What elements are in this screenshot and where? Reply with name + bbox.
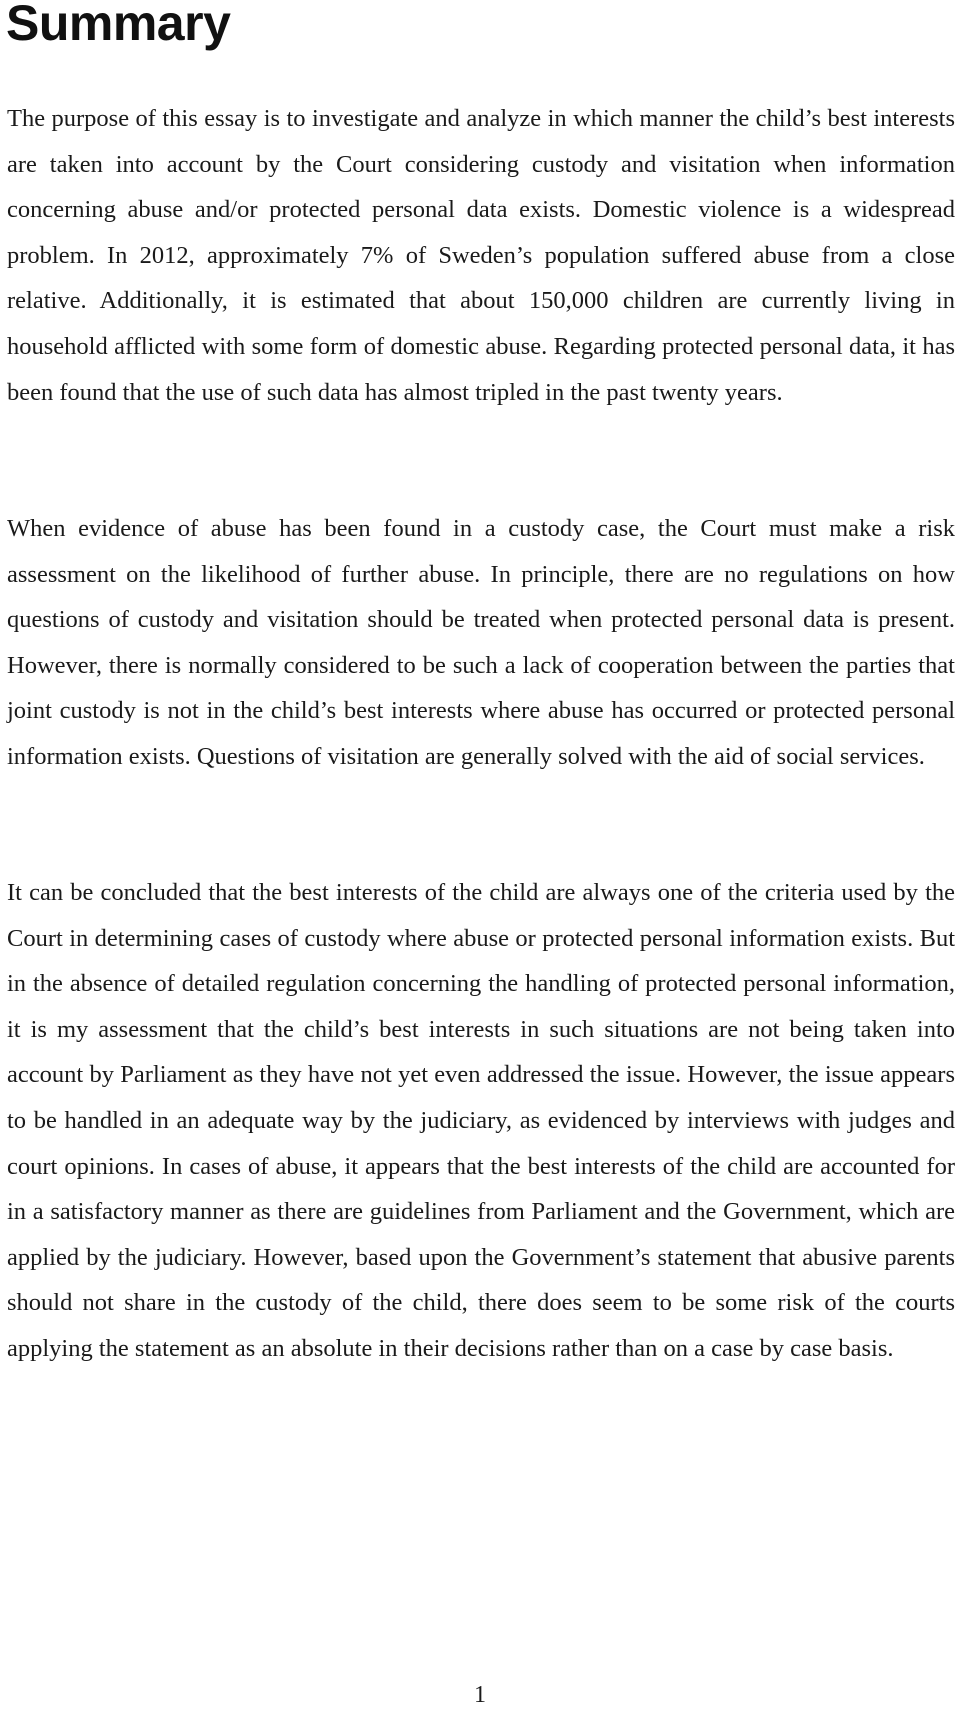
paragraph-evidence: When evidence of abuse has been found in a custody case, the Court must make a risk assessment on the likelihood of further abuse. In principle, there are no regulations on how questions of custody and visitation should be treated when protected personal data is present. However, there is normally considered to be such a lack of cooperation between the parties that joint custody is not in the child’s best interests where abuse has occurred or protected personal information exists. Questions of visitation are generally solved with the aid of social services. — [7, 515, 955, 770]
page-title: Summary — [6, 0, 231, 51]
page-number: 1 — [474, 1682, 486, 1708]
paragraph-conclusion: It can be concluded that the best interests of the child are always one of the criteria used by the Court in determining cases of custody where abuse or protected personal information exists. But in the absence of detailed regulation concerning the handling of protected personal information, it is my assessment that the child’s best interests in such situations are not being taken into account by Parliament as they have not yet even addressed the issue. However, the issue appears to be handled in an adequate way by the judiciary, as evidenced by interviews with judges and court opinions. In cases of abuse, it appears that the best interests of the child are accounted for in a satisfactory manner as there are guidelines from Parliament and the Government, which are applied by the judiciary. However, based upon the Government’s statement that abusive parents should not share in the custody of the child, there does seem to be some risk of the courts applying the statement as an absolute in their decisions rather than on a case by case basis. — [7, 879, 955, 1362]
paragraph-purpose: The purpose of this essay is to investigate and analyze in which manner the child’s best interests are taken into account by the Court considering custody and visitation when information concerning abuse and/or protected personal data exists. Domestic violence is a widespread problem. In 2012, approximately 7% of Sweden’s population suffered abuse from a close relative. Additionally, it is estimated that about 150,000 children are currently living in household afflicted with some form of domestic abuse. Regarding protected personal data, it has been found that the use of such data has almost tripled in the past twenty years. — [7, 105, 955, 406]
